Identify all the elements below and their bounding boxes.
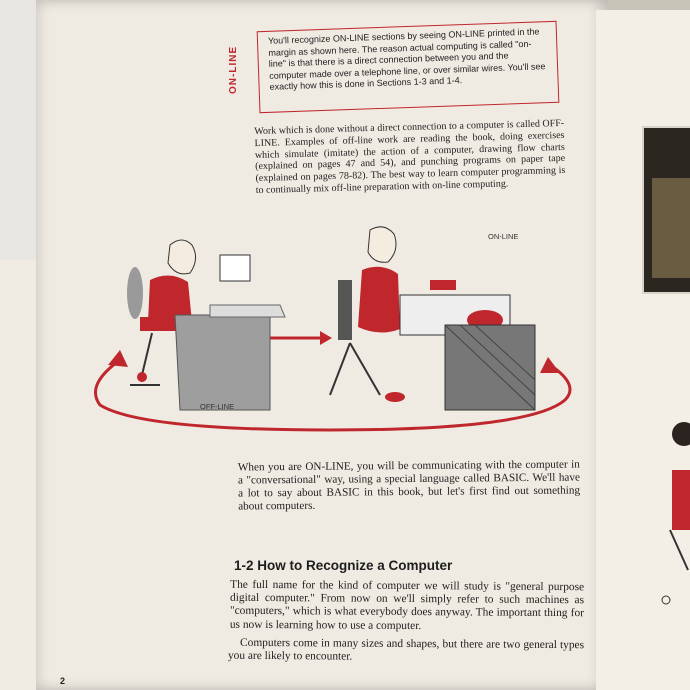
page-number: 2	[60, 676, 66, 686]
facing-page-illustration	[660, 420, 690, 610]
online-offline-illustration	[80, 225, 580, 435]
facing-page-photo-screen	[652, 178, 690, 278]
offline-explanation-paragraph: Work which is done without a direct connection to a computer is called OFF-LINE. Examples of off-line work are reading the book, doing exercises which simulate (imitate) the action of a computer, drawing flow charts (explained on pages 47 and 54), and punching programs on paper tape (explained on pages 78-82). The best way to learn computer programming is to continually mix off-line preparation with on-line computing.	[254, 117, 566, 197]
online-margin-label: ON-LINE	[228, 45, 239, 94]
online-student-illustration	[330, 227, 535, 410]
offline-figure-label: OFF-LINE	[200, 402, 235, 411]
online-description-paragraph: When you are ON-LINE, you will be communicating with the computer in a "conversational" way, using a special language called BASIC. We'll have a lot to say about BASIC in this book, but let's first find out something about computers.	[237, 458, 581, 513]
cycle-arrowhead-left	[108, 350, 128, 367]
computer-definition-paragraph: The full name for the kind of computer we will study is "general purpose digital computer." From now on we'll simply refer to such machines as "computers," which is what everybody does anyway. The important thing for us now is learning how to use a computer.	[229, 578, 585, 632]
computer-types-paragraph: Computers come in many sizes and shapes, but there are two general types you are likely to encounter.	[227, 636, 585, 663]
cycle-arrowhead-right	[540, 357, 560, 373]
online-figure-label: ON-LINE	[488, 232, 519, 241]
transition-arrowhead	[320, 331, 332, 345]
online-info-box: You'll recognize ON-LINE sections by seeing ON-LINE printed in the margin as shown here. The reason actual computing is called "on-line" is that there is a direct connection between you and the computer made over a telephone line, or over similar wires. You'll see exactly how this is done in Sections 1-3 and 1-4.	[257, 21, 560, 113]
offline-student-illustration	[127, 240, 285, 410]
section-heading: 1-2 How to Recognize a Computer	[234, 558, 453, 573]
